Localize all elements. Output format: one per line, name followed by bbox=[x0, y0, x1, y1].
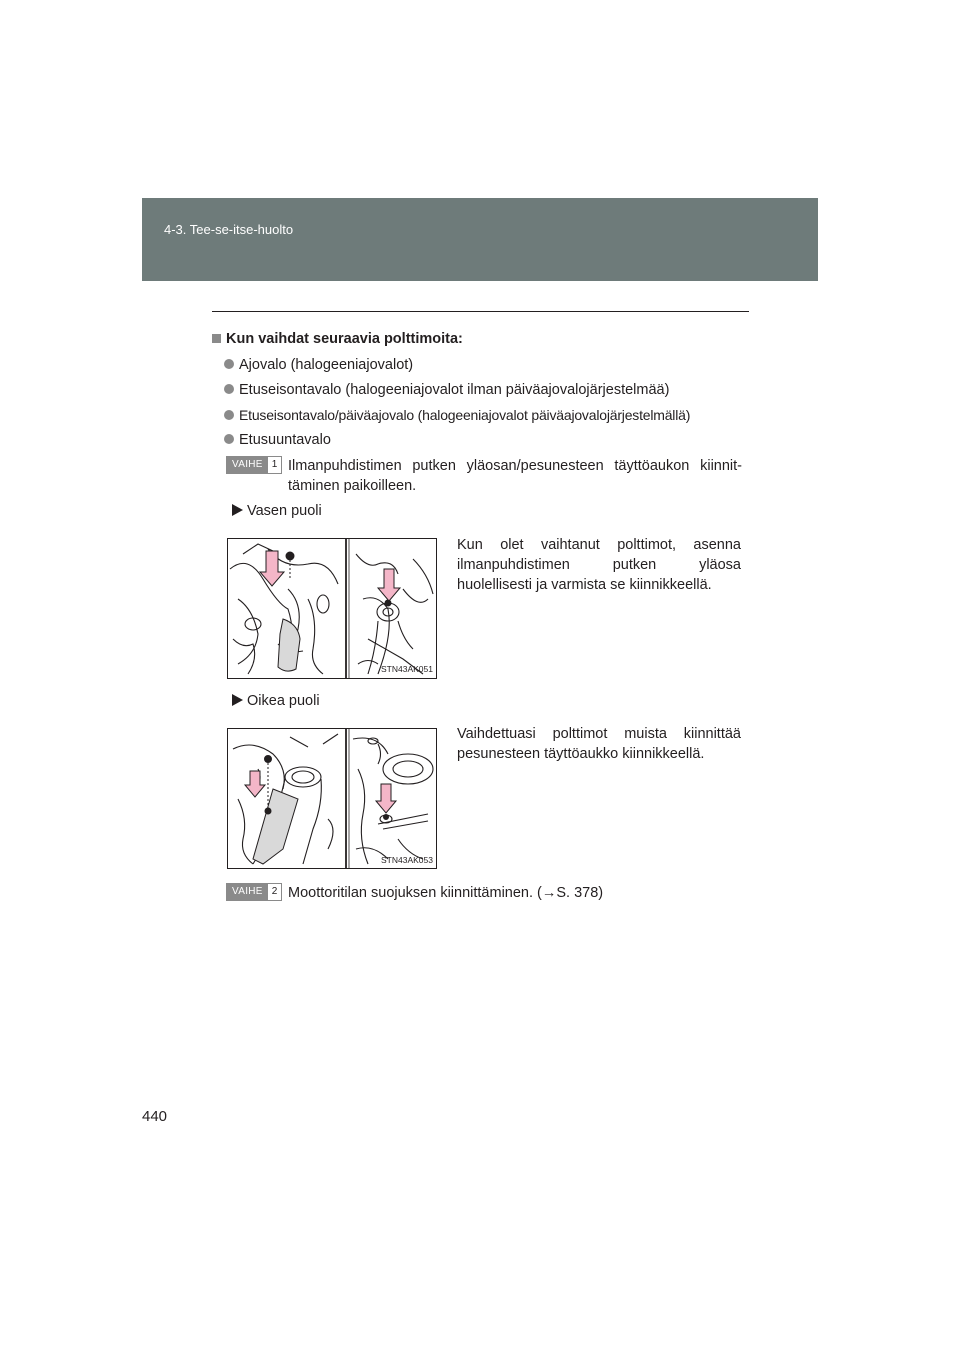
bullet-item: Ajovalo (halogeeniajovalot) bbox=[224, 356, 413, 375]
right-side-title: Oikea puoli bbox=[232, 692, 320, 711]
step-1-text-line1: Ilmanpuhdistimen putken yläosan/pesunesteen täyttöaukon kiinnit- bbox=[288, 458, 742, 474]
step-number: 2 bbox=[268, 884, 282, 900]
step-label: VAIHE bbox=[227, 457, 268, 473]
section-title: 4-3. Tee-se-itse-huolto bbox=[164, 222, 294, 237]
round-bullet-icon bbox=[224, 359, 234, 369]
step-number: 1 bbox=[268, 457, 282, 473]
triangle-pointer-icon bbox=[232, 694, 243, 706]
figure-code: STN43AK053 bbox=[381, 855, 433, 865]
figure-code: STN43AK051 bbox=[381, 664, 433, 674]
left-side-illustration bbox=[227, 538, 437, 679]
page-number: 440 bbox=[142, 1108, 168, 1125]
engine-bay-left-drawing bbox=[228, 539, 436, 678]
step-1-text-line2: täminen paikoilleen. bbox=[288, 478, 417, 494]
left-side-title: Vasen puoli bbox=[232, 502, 322, 521]
left-side-caption: Kun olet vaihtanut polttimot, asenna ilmanpuhdistimen putken yläosa huolellisesti ja varmista se kiinnikkeellä. bbox=[457, 537, 741, 593]
round-bullet-icon bbox=[224, 384, 234, 394]
triangle-pointer-icon bbox=[232, 504, 243, 516]
right-side-illustration bbox=[227, 728, 437, 869]
section-divider bbox=[212, 311, 749, 312]
subheading: Kun vaihdat seuraavia polttimoita: bbox=[212, 330, 463, 349]
step-2-text: Moottoritilan suojuksen kiinnittäminen. (→S. 378) bbox=[288, 885, 604, 901]
step-badge-2 bbox=[226, 883, 282, 901]
bullet-item: Etusuuntavalo bbox=[224, 431, 331, 450]
square-bullet-icon bbox=[212, 334, 221, 343]
round-bullet-icon bbox=[224, 434, 234, 444]
section-header bbox=[142, 198, 818, 281]
bullet-item: Etuseisontavalo/päiväajovalo (halogeeniajovalot päiväajovalojärjestelmällä) bbox=[224, 406, 690, 425]
step-badge-1 bbox=[226, 456, 282, 474]
engine-bay-right-drawing bbox=[228, 729, 436, 868]
bullet-item: Etuseisontavalo (halogeeniajovalot ilman päiväajovalojärjestelmää) bbox=[224, 381, 669, 400]
round-bullet-icon bbox=[224, 410, 234, 420]
right-side-caption: Vaihdettuasi polttimot muista kiinnittää pesunesteen täyttöaukko kiinnikkeellä. bbox=[457, 726, 741, 762]
step-label: VAIHE bbox=[227, 884, 268, 900]
